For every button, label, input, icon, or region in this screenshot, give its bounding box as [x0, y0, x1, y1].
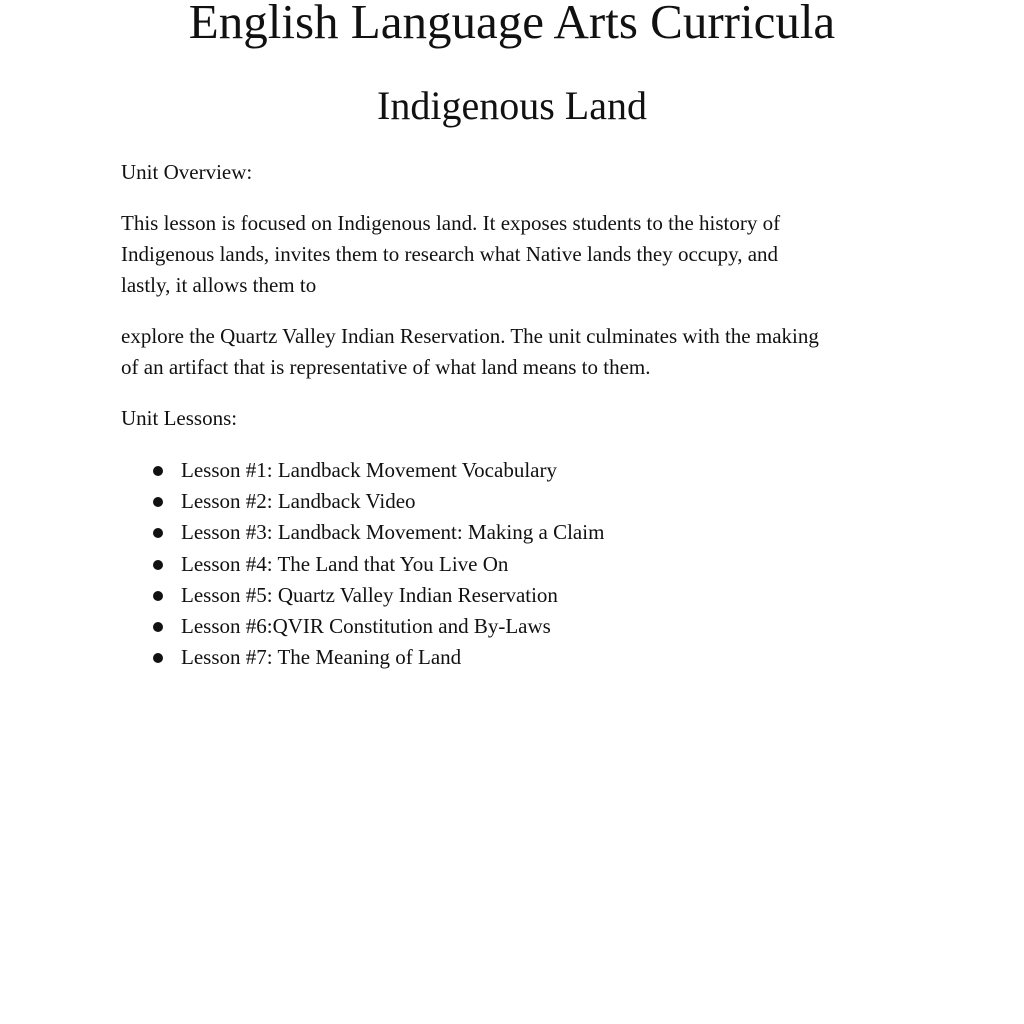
bullet-icon	[153, 560, 163, 570]
lesson-label: Lesson #2: Landback Video	[181, 489, 416, 514]
lesson-label: Lesson #1: Landback Movement Vocabulary	[181, 458, 557, 482]
list-item	[121, 611, 604, 642]
lesson-label: Lesson #5: Quartz Valley Indian Reservation	[181, 582, 558, 607]
lesson-label: Lesson #4: The Land that You Live On	[181, 551, 509, 576]
paragraph-line: explore the Quartz Valley Indian Reservation. The unit culminates with the making	[121, 324, 819, 348]
lessons-list	[121, 455, 604, 673]
bullet-icon	[153, 591, 163, 601]
lesson-label: Lesson #6:QVIR Constitution and By-Laws	[181, 613, 551, 638]
document-title: English Language Arts Curricula	[188, 0, 836, 49]
bullet-icon	[153, 466, 163, 476]
bullet-icon	[153, 497, 163, 507]
list-item	[121, 642, 604, 673]
paragraph-line: Indigenous lands, invites them to research what Native lands they occupy, and	[121, 242, 779, 266]
lesson-label: Lesson #3: Landback Movement: Making a Claim	[181, 520, 605, 545]
overview-heading: Unit Overview:	[121, 160, 253, 184]
bullet-icon	[153, 653, 163, 663]
list-item	[121, 455, 604, 486]
bullet-icon	[153, 622, 163, 632]
bullet-icon	[153, 528, 163, 538]
list-item	[121, 517, 604, 548]
paragraph-line: of an artifact that is representative of what land means to them.	[121, 355, 651, 379]
list-item	[121, 580, 604, 611]
list-item	[121, 549, 604, 580]
list-item	[121, 486, 604, 517]
document-subtitle: Indigenous Land	[377, 83, 647, 128]
lessons-heading: Unit Lessons:	[121, 406, 238, 430]
paragraph-line: lastly, it allows them to	[121, 273, 317, 297]
paragraph-line: This lesson is focused on Indigenous land. It exposes students to the history of	[121, 211, 781, 235]
lesson-label: Lesson #7: The Meaning of Land	[181, 645, 462, 670]
